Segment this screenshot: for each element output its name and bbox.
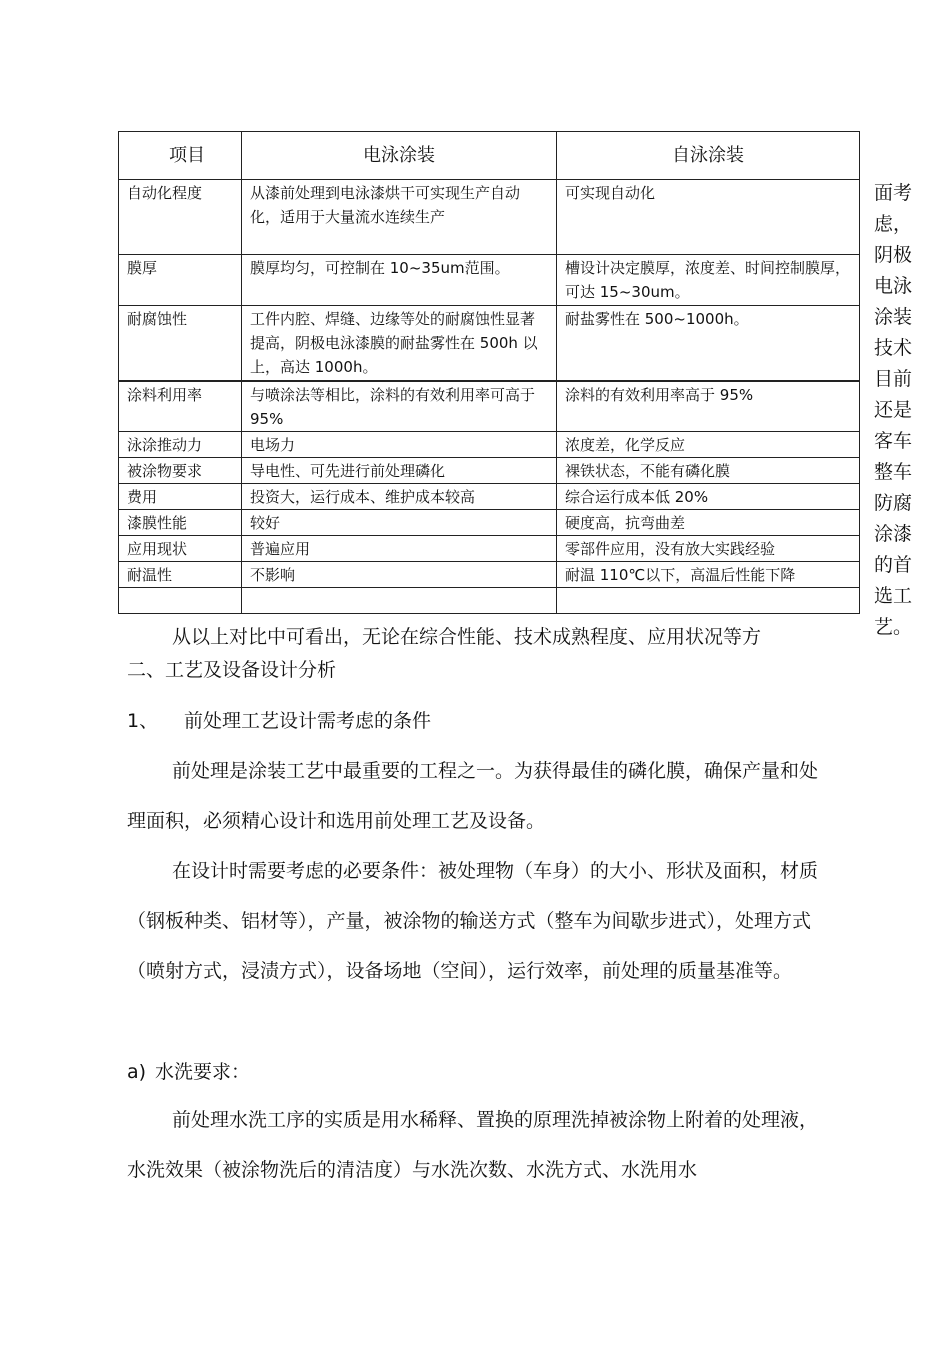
row-autophoretic: 涂料的有效利用率高于 95% [557, 381, 860, 432]
row-electrophoretic: 导电性、可先进行前处理磷化 [242, 458, 557, 484]
table-row [119, 562, 860, 588]
subitem-heading [127, 1057, 250, 1087]
row-item: 应用现状 [119, 536, 242, 562]
table-row [119, 381, 860, 432]
row-item: 耐温性 [119, 562, 242, 588]
row-item: 被涂物要求 [119, 458, 242, 484]
subitem-title: 水洗要求： [155, 1061, 251, 1083]
row-electrophoretic: 较好 [242, 510, 557, 536]
subsection-title: 前处理工艺设计需考虑的条件 [184, 710, 432, 732]
row-autophoretic: 硬度高，抗弯曲差 [557, 510, 860, 536]
conditions-paragraph: 在设计时需要考虑的必要条件：被处理物（车身）的大小、形状及面积，材质（钢板种类、铝材等），产量，被涂物的输送方式（整车为间歇步进式），处理方式（喷射方式，浸渍方式），设备场地（空间），运行效率，前处理的质量基准等。 [127, 860, 819, 982]
row-item: 漆膜性能 [119, 510, 242, 536]
subsection-heading [127, 706, 431, 736]
pretreatment-paragraph: 前处理是涂装工艺中最重要的工程之一。为获得最佳的磷化膜，确保产量和处理面积，必须精心设计和选用前处理工艺及设备。 [127, 760, 819, 832]
table-row [119, 510, 860, 536]
row-item: 涂料利用率 [119, 381, 242, 432]
table-row [119, 484, 860, 510]
header-item: 项目 [119, 132, 242, 180]
empty-cell [119, 588, 242, 614]
table-row [119, 306, 860, 381]
row-autophoretic: 零部件应用，没有放大实践经验 [557, 536, 860, 562]
row-autophoretic: 耐温 110℃以下，高温后性能下降 [557, 562, 860, 588]
row-item: 耐腐蚀性 [119, 306, 242, 381]
row-electrophoretic: 膜厚均匀，可控制在 10~35um范围。 [242, 255, 557, 306]
header-autophoretic: 自泳涂装 [557, 132, 860, 180]
row-electrophoretic: 普遍应用 [242, 536, 557, 562]
table-row-empty [119, 588, 860, 614]
table-row [119, 180, 860, 255]
row-autophoretic: 可实现自动化 [557, 180, 860, 255]
row-autophoretic: 浓度差，化学反应 [557, 432, 860, 458]
table-header-row [119, 132, 860, 180]
table-row [119, 432, 860, 458]
row-electrophoretic: 与喷涂法等相比，涂料的有效利用率可高于 95% [242, 381, 557, 432]
row-autophoretic: 综合运行成本低 20% [557, 484, 860, 510]
section-heading: 二、工艺及设备设计分析 [127, 659, 337, 681]
comparison-table [118, 131, 860, 614]
subitem-label: a) [127, 1061, 147, 1083]
table-row [119, 536, 860, 562]
empty-cell [242, 588, 557, 614]
header-electrophoretic: 电泳涂装 [242, 132, 557, 180]
wash-paragraph: 前处理水洗工序的实质是用水稀释、置换的原理洗掉被涂物上附着的处理液，水洗效果（被涂物洗后的清洁度）与水洗次数、水洗方式、水洗用水 [127, 1109, 819, 1181]
row-item: 膜厚 [119, 255, 242, 306]
row-electrophoretic: 不影响 [242, 562, 557, 588]
table-row [119, 255, 860, 306]
row-electrophoretic: 电场力 [242, 432, 557, 458]
subsection-number: 1、 [127, 710, 159, 732]
row-electrophoretic: 从漆前处理到电泳漆烘干可实现生产自动化，适用于大量流水连续生产 [242, 180, 557, 255]
row-item: 泳涂推动力 [119, 432, 242, 458]
row-autophoretic: 裸铁状态，不能有磷化膜 [557, 458, 860, 484]
row-electrophoretic: 投资大，运行成本、维护成本较高 [242, 484, 557, 510]
row-electrophoretic: 工件内腔、焊缝、边缘等处的耐腐蚀性显著提高，阴极电泳漆膜的耐盐雾性在 500h 以上，高达 1000h。 [242, 306, 557, 381]
conclusion-paragraph: 从以上对比中可看出，无论在综合性能、技术成熟程度、应用状况等方 [172, 626, 762, 648]
table-row [119, 458, 860, 484]
row-item: 自动化程度 [119, 180, 242, 255]
empty-cell [557, 588, 860, 614]
row-item: 费用 [119, 484, 242, 510]
row-autophoretic: 耐盐雾性在 500~1000h。 [557, 306, 860, 381]
row-autophoretic: 槽设计决定膜厚，浓度差、时间控制膜厚，可达 15~30um。 [557, 255, 860, 306]
side-overflow-text: 面考虑，阴极电泳涂装技术目前还是客车整车防腐涂漆的首选工艺。 [874, 182, 913, 638]
